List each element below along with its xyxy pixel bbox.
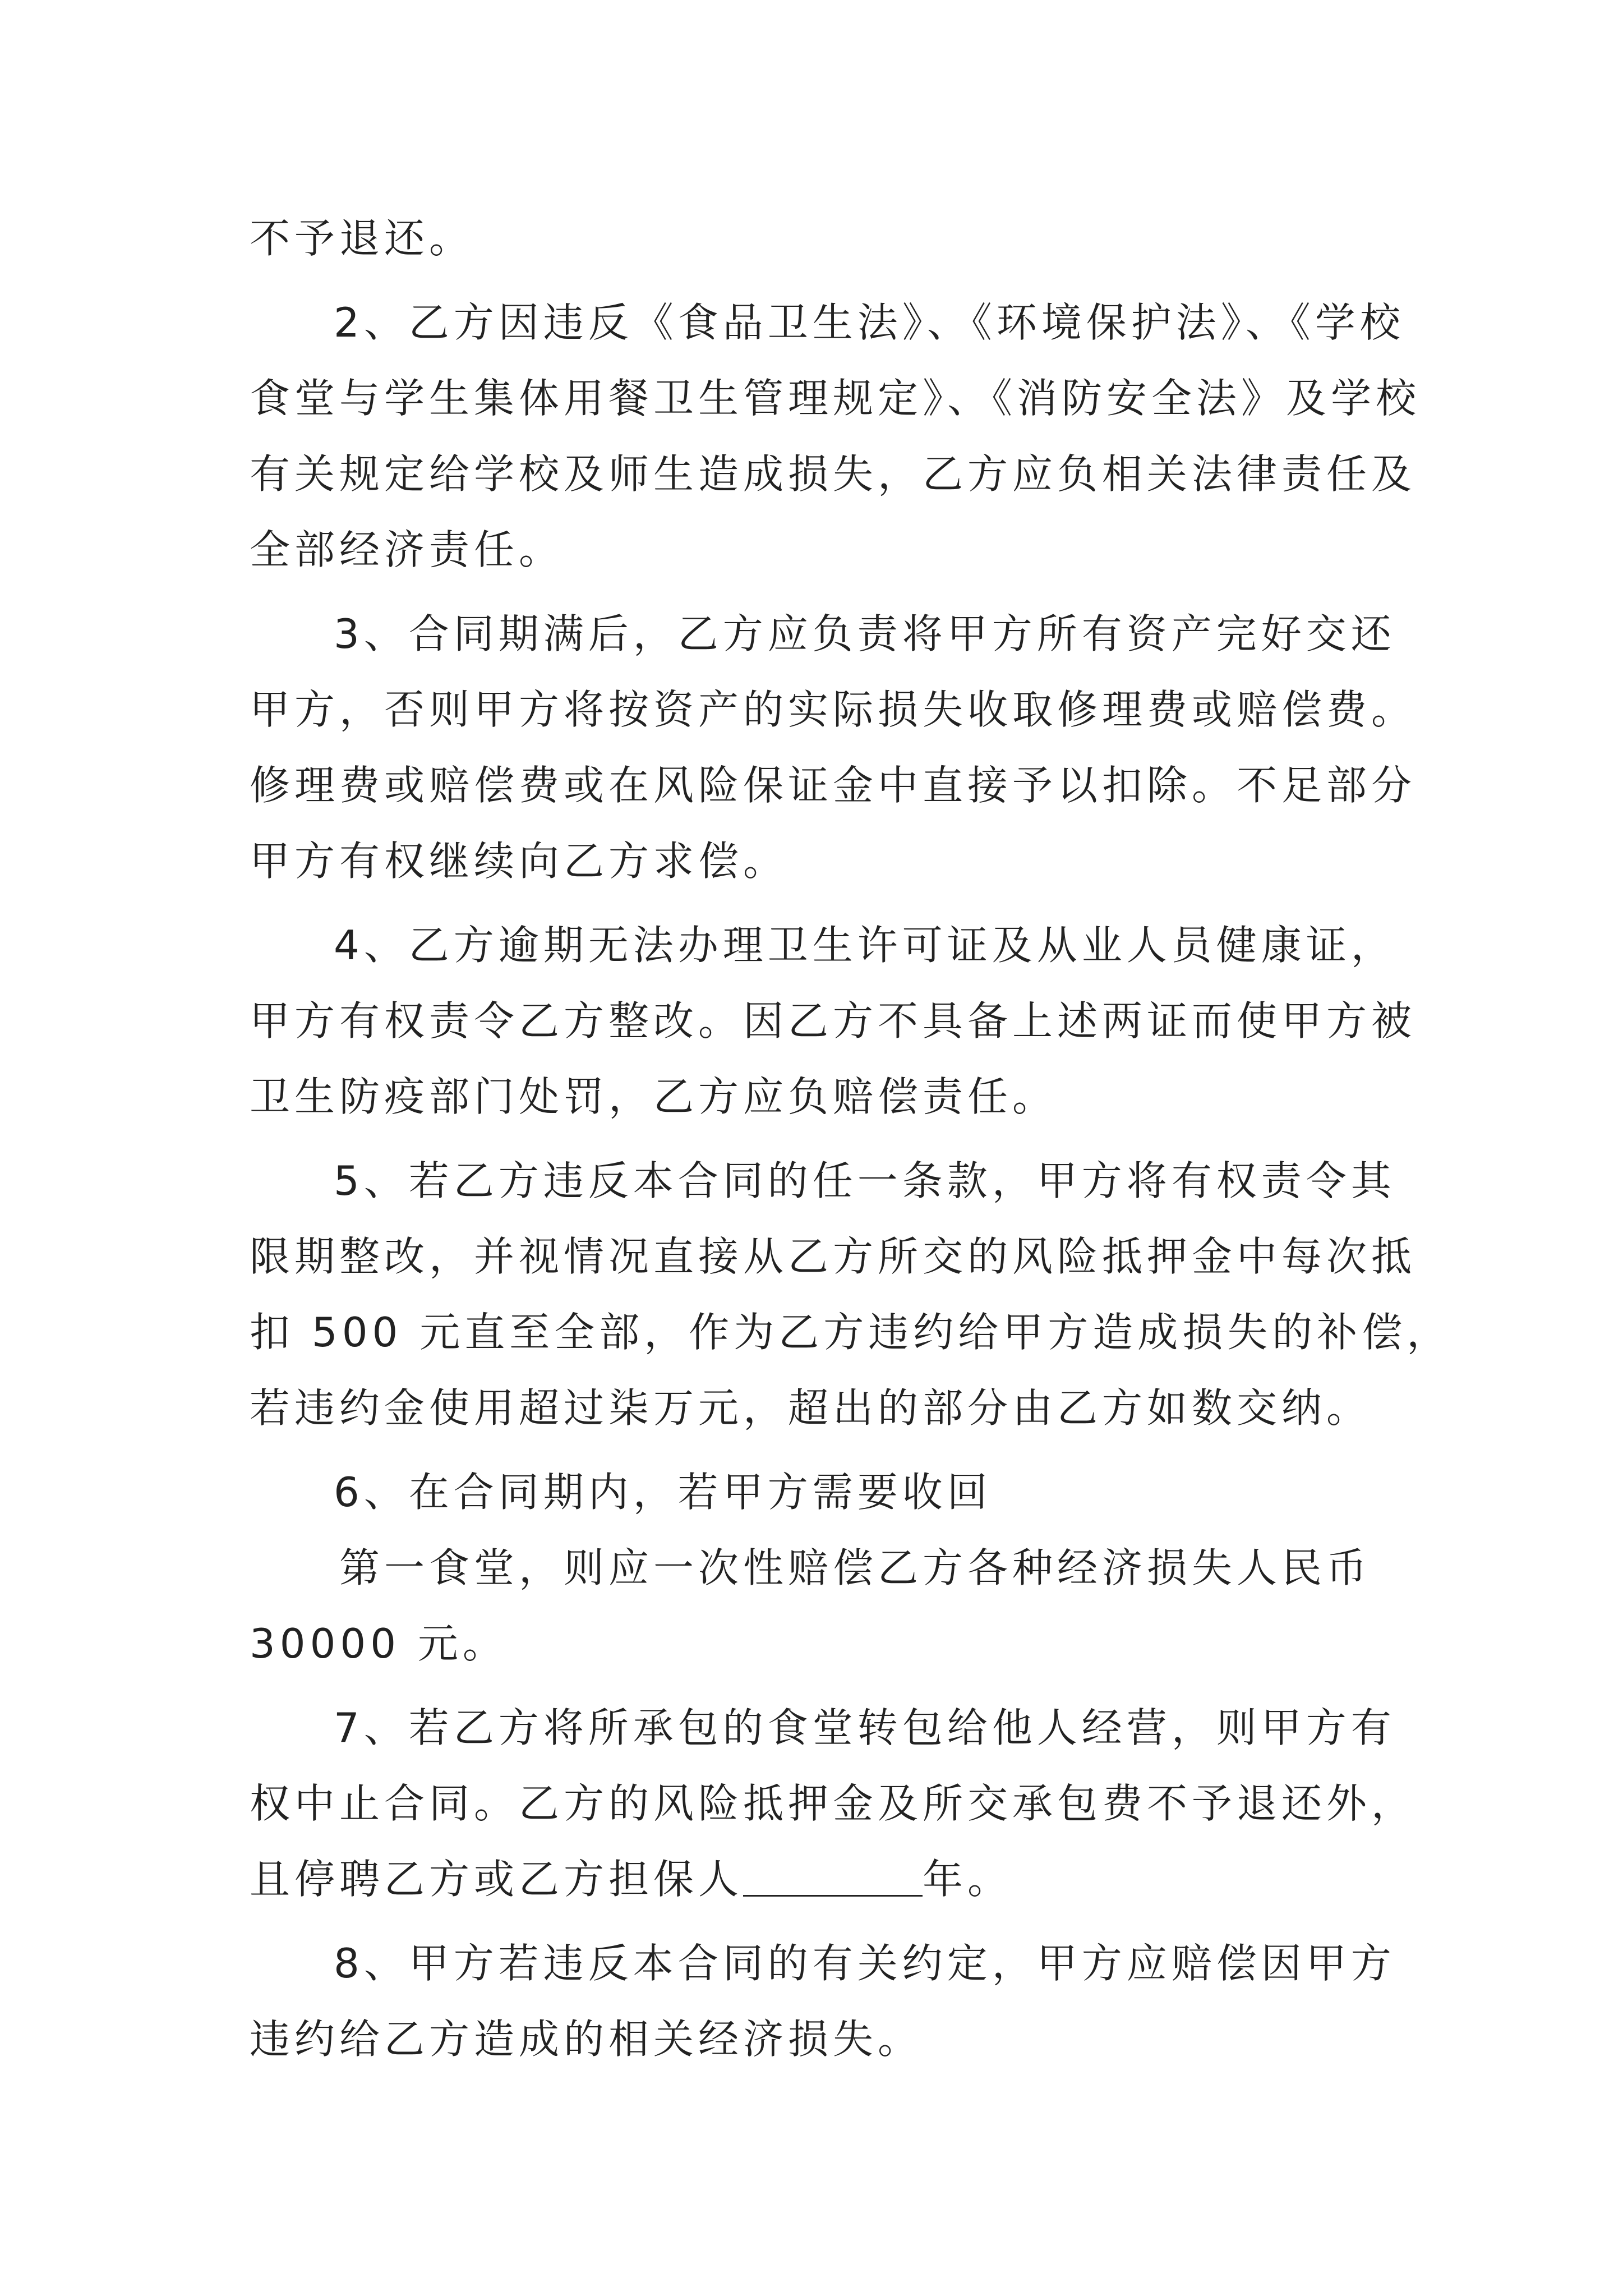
text-line: 限期整改，并视情况直接从乙方所交的风险抵押金中每次抵 [250,1233,1417,1280]
text-line: 违约给乙方造成的相关经济损失。 [250,2016,923,2063]
text-segment: 年。 [923,1856,1013,1903]
text-line: 第一食堂，则应一次性赔偿乙方各种经济损失人民币 [339,1544,1372,1591]
clause-3-line: 3、合同期满后，乙方应负责将甲方所有资产完好交还 [334,610,1396,657]
text-line: 不予退还。 [250,215,474,262]
clause-4-line: 4、乙方逾期无法办理卫生许可证及从业人员健康证， [334,922,1396,969]
text-line: 30000 元。 [250,1620,508,1667]
text-line: 甲方有权继续向乙方求偿。 [250,838,789,885]
clause-6-line: 6、在合同期内，若甲方需要收回 [334,1469,992,1516]
text-line: 修理费或赔偿费或在风险保证金中直接予以扣除。不足部分 [250,762,1417,809]
clause-2-line: 2、乙方因违反《食品卫生法》、《环境保护法》、《学校 [334,299,1405,346]
text-line: 卫生防疫部门处罚，乙方应负赔偿责任。 [250,1073,1058,1120]
text-line: 甲方有权责令乙方整改。因乙方不具备上述两证而使甲方被 [250,997,1417,1045]
text-line: 甲方，否则甲方将按资产的实际损失收取修理费或赔偿费。 [250,686,1417,733]
text-line: 食堂与学生集体用餐卫生管理规定》、《消防安全法》及学校 [250,375,1421,422]
text-line: 有关规定给学校及师生造成损失，乙方应负相关法律责任及 [250,450,1417,498]
text-line: 扣 500 元直至全部，作为乙方违约给甲方造成损失的补偿， [250,1309,1452,1356]
clause-8-line: 8、甲方若违反本合同的有关约定，甲方应赔偿因甲方 [334,1940,1396,1987]
clause-5-line: 5、若乙方违反本合同的任一条款，甲方将有权责令其 [334,1157,1396,1204]
text-segment: 且停聘乙方或乙方担保人 [250,1856,744,1903]
text-line-with-blank [250,1848,1427,1910]
text-line: 全部经济责任。 [250,526,564,573]
clause-7-line: 7、若乙方将所承包的食堂转包给他人经营，则甲方有 [334,1704,1396,1751]
text-line: 若违约金使用超过柒万元，超出的部分由乙方如数交纳。 [250,1384,1372,1432]
text-line: 权中止合同。乙方的风险抵押金及所交承包费不予退还外， [250,1780,1417,1827]
blank-underline [743,1855,923,1897]
